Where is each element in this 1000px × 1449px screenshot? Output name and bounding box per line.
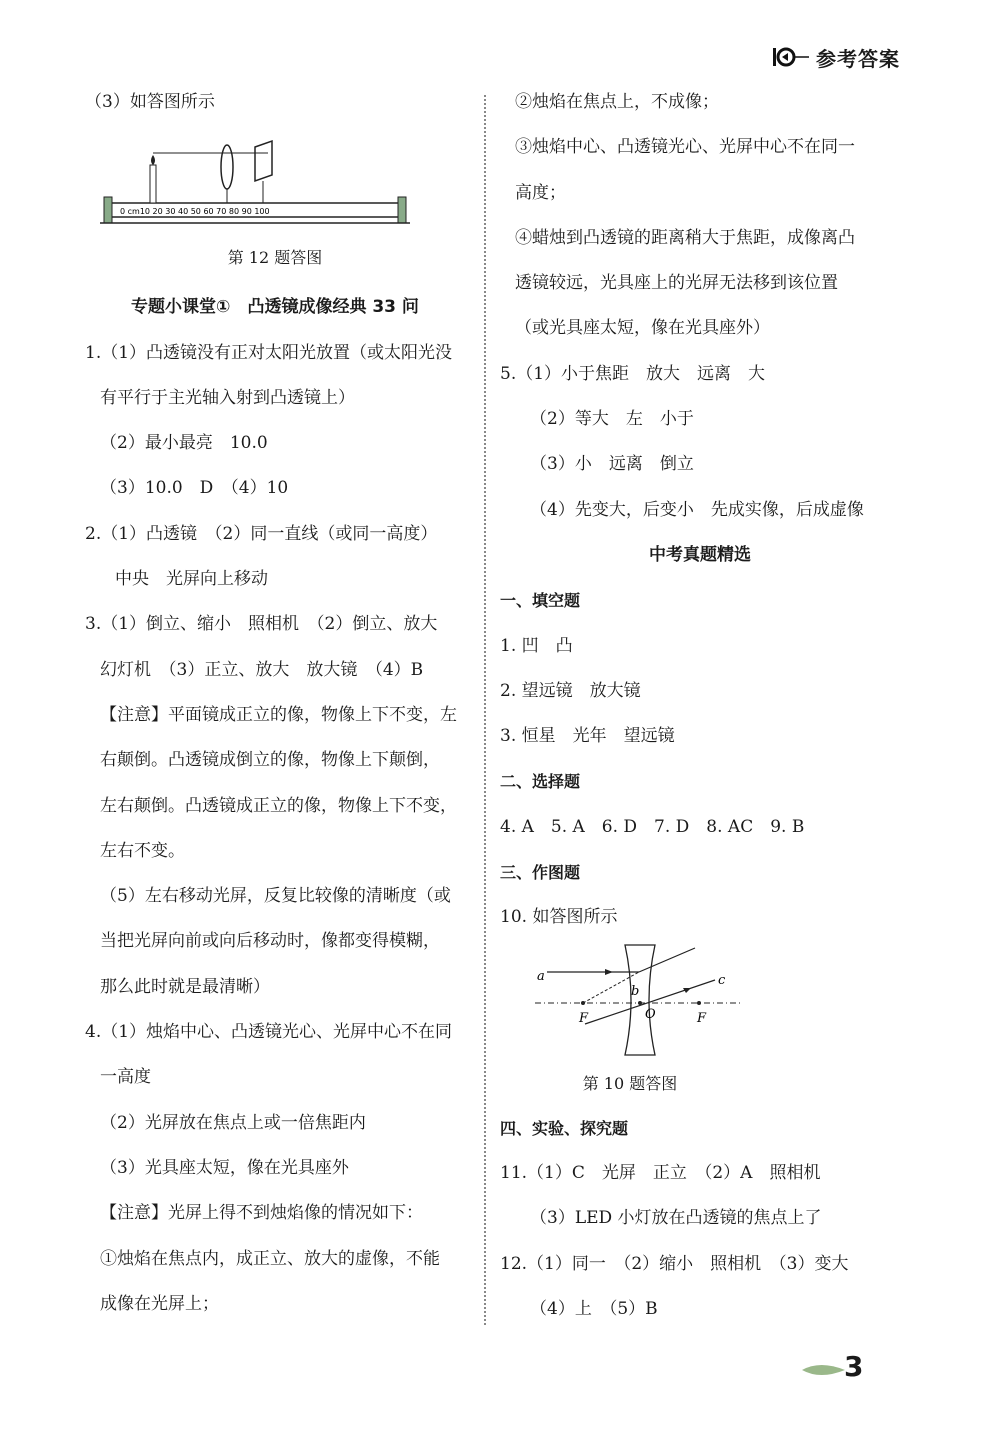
note-line: ①烛焰在焦点内，成正立、放大的虚像，不能 — [100, 1248, 440, 1269]
figure-10-ray-diagram — [535, 940, 745, 1060]
answer-line: （2）光屏放在焦点上或一倍焦距内 — [100, 1112, 366, 1133]
focus-label-right: F — [697, 1011, 707, 1026]
answer-line: （3）如答图所示 — [85, 92, 215, 112]
answer-line: （5）左右移动光屏，反复比较像的清晰度（或 — [100, 886, 451, 907]
answer-line: （2）最小最亮 10.0 — [100, 433, 268, 454]
figure-10-caption: 第 10 题答图 — [582, 1073, 678, 1093]
answer-line: 有平行于主光轴入射到凸透镜上） — [100, 387, 355, 408]
answer-line: 一高度 — [100, 1067, 151, 1088]
answer-line: 1.（1）凸透镜没有正对太阳光放置（或太阳光没 — [85, 342, 453, 363]
figure-12-optical-bench — [100, 125, 410, 235]
note-line: 高度； — [515, 182, 566, 203]
page-header — [772, 40, 900, 74]
answer-line: 10. 如答图所示 — [500, 907, 618, 928]
right-column — [500, 80, 900, 1332]
page-number: 3 — [844, 1350, 864, 1383]
answer-line: 2.（1）凸透镜 （2）同一直线（或同一高度） — [85, 523, 438, 544]
note-line: 【注意】平面镜成正立的像，物像上下不变，左 — [100, 704, 457, 725]
note-line: 【注意】光屏上得不到烛焰像的情况如下： — [100, 1203, 423, 1224]
note-line: 透镜较远，光具座上的光屏无法移到该位置 — [515, 273, 838, 294]
note-line: ③烛焰中心、凸透镜光心、光屏中心不在同一 — [515, 137, 855, 158]
column-divider — [484, 95, 486, 1325]
answer-line: （2）等大 左 小于 — [530, 409, 694, 430]
answer-line: （3）LED 小灯放在凸透镜的焦点上了 — [530, 1208, 822, 1229]
answer-line: （3）光具座太短，像在光具座外 — [100, 1157, 349, 1178]
answer-line: 1. 凹 凸 — [500, 635, 573, 656]
answer-line: 3. 恒星 光年 望远镜 — [500, 726, 675, 747]
note-line: 左右不变。 — [100, 840, 185, 861]
leaf-ornament-icon — [800, 1360, 850, 1380]
answer-line: 3.（1）倒立、缩小 照相机 （2）倒立、放大 — [85, 614, 438, 635]
note-line: （或光具座太短，像在光具座外） — [515, 318, 770, 339]
note-line: ④蜡烛到凸透镜的距离稍大于焦距，成像离凸 — [515, 227, 855, 248]
note-line: 成像在光屏上； — [100, 1293, 219, 1314]
answer-line: （3）小 远离 倒立 — [530, 454, 694, 475]
answer-line: 12.（1）同一 （2）缩小 照相机 （3）变大 — [500, 1253, 849, 1274]
figure-12-caption: 第 12 题答图 — [227, 248, 323, 268]
section-title: 专题小课堂① 凸透镜成像经典 33 问 — [131, 297, 419, 318]
part-heading: 三、作图题 — [500, 863, 581, 883]
ray-label-a: a — [537, 969, 545, 984]
part-heading: 二、选择题 — [500, 772, 581, 792]
part-heading: 四、实验、探究题 — [500, 1118, 629, 1138]
answer-line: （3）10.0 D （4）10 — [100, 478, 289, 499]
answer-line: 2. 望远镜 放大镜 — [500, 680, 641, 701]
note-line: ②烛焰在焦点上，不成像； — [515, 92, 719, 112]
answer-line: 4.（1）烛焰中心、凸透镜光心、光屏中心不在同 — [85, 1022, 453, 1043]
answer-line: 那么此时就是最清晰） — [100, 976, 270, 997]
circle-arrow-logo-icon — [772, 44, 810, 70]
answer-line: （4）上 （5）B — [530, 1298, 658, 1319]
note-line: 右颠倒。凸透镜成倒立的像，物像上下颠倒， — [100, 750, 440, 771]
section-title: 中考真题精选 — [649, 544, 751, 565]
focus-label-left: F — [579, 1011, 589, 1026]
header-title: 参考答案 — [816, 46, 900, 71]
optical-center-label: O — [645, 1007, 656, 1022]
answer-line: 4. A 5. A 6. D 7. D 8. AC 9. B — [500, 816, 805, 837]
note-line: 左右颠倒。凸透镜成正立的像，物像上下不变， — [100, 795, 457, 816]
answer-line: 11.（1）C 光屏 正立 （2）A 照相机 — [500, 1162, 821, 1183]
answer-line: 幻灯机 （3）正立、放大 放大镜 （4）B — [100, 659, 424, 680]
ray-label-b: b — [631, 984, 640, 999]
answer-line: （4）先变大，后变小 先成实像，后成虚像 — [530, 499, 864, 520]
answer-line: 5.（1）小于焦距 放大 远离 大 — [500, 363, 766, 384]
part-heading: 一、填空题 — [500, 591, 581, 611]
answer-line: 当把光屏向前或向后移动时，像都变得模糊， — [100, 931, 440, 952]
left-column — [85, 80, 465, 1327]
answer-line: 中央 光屏向上移动 — [115, 569, 268, 590]
ruler-scale-label: 0 cm10 20 30 40 50 60 70 80 90 100 — [120, 207, 270, 216]
ray-label-c: c — [718, 973, 726, 988]
